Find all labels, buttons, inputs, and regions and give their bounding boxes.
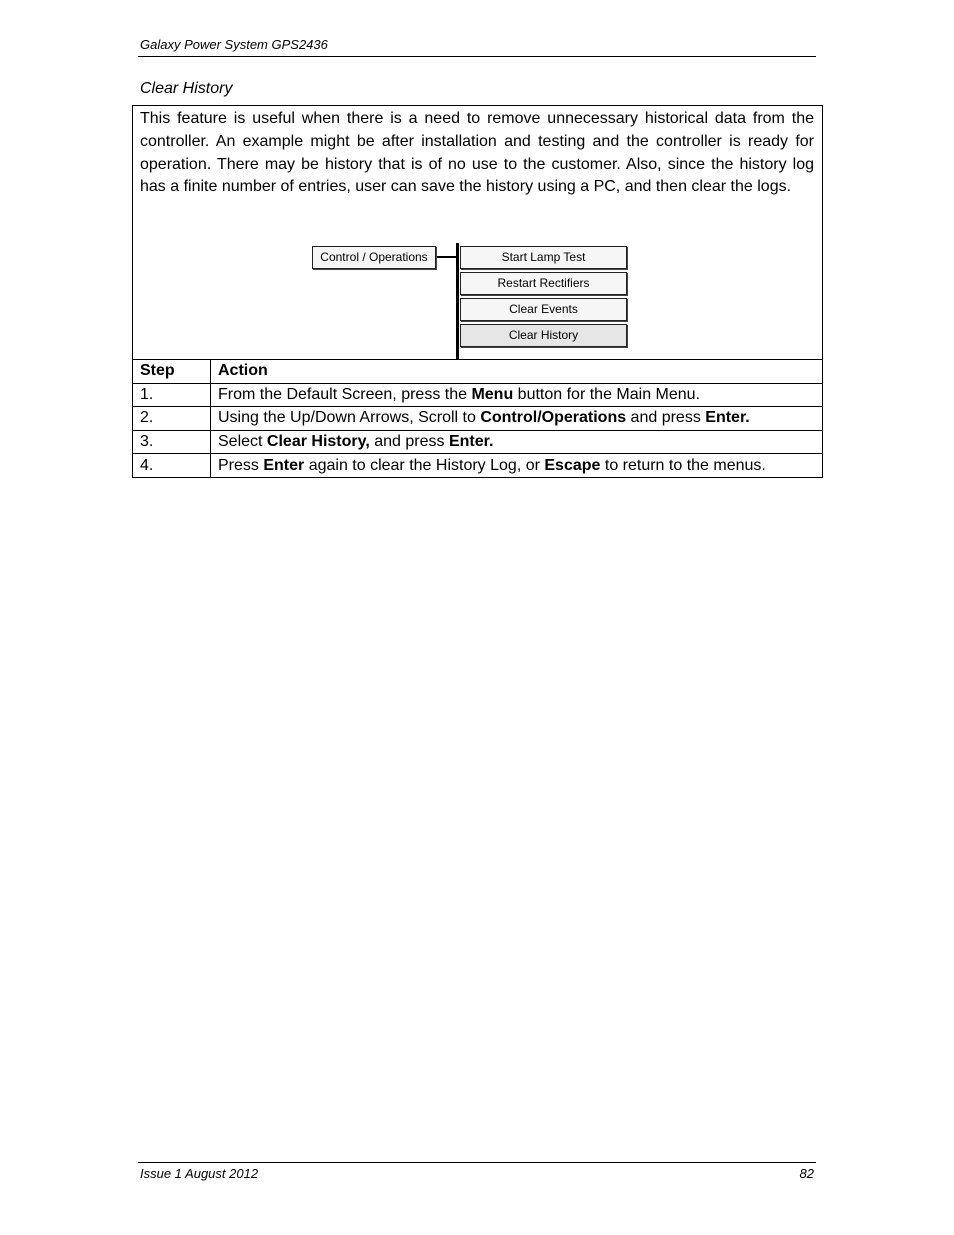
action-text: button for the Main Menu. (513, 385, 701, 403)
menu-box-restart-rectifiers: Restart Rectifiers (460, 272, 627, 295)
header-action: Action (211, 360, 823, 384)
action-text: Select (218, 433, 267, 451)
action-text: and press (369, 433, 449, 451)
menu-box-clear-history: Clear History (460, 324, 627, 347)
action-text: again to clear the History Log, or (304, 456, 545, 474)
table-row (133, 383, 823, 407)
header-step: Step (133, 360, 211, 384)
section-title: Clear History (140, 80, 233, 97)
table-row (133, 430, 823, 454)
table-row (133, 454, 823, 478)
table-row (133, 407, 823, 431)
step-action (211, 454, 823, 478)
action-text: From the Default Screen, press the (218, 385, 472, 403)
table-header-row (133, 360, 823, 384)
page-header-title: Galaxy Power System GPS2436 (140, 37, 328, 52)
menu-box-control-operations: Control / Operations (312, 246, 436, 269)
step-number: 2. (133, 407, 211, 431)
step-action (211, 383, 823, 407)
action-text: to return to the menus. (600, 456, 766, 474)
action-keyword: Enter. (448, 433, 494, 451)
intro-paragraph: This feature is useful when there is a need to remove unnecessary historical data from the controller. An example might be after installation and testing and the controller is ready for operation. There may be history that is of no use to the customer. Also, since the history log has a finite number of entries, user can save the history using a PC, and then clear the logs. (140, 110, 814, 196)
step-action (211, 430, 823, 454)
page-number: 82 (799, 1166, 814, 1181)
action-keyword: Menu (471, 385, 514, 403)
action-keyword: Enter. (705, 409, 750, 427)
footer-divider (138, 1162, 816, 1163)
footer-issue-date: Issue 1 August 2012 (140, 1166, 259, 1181)
step-number: 4. (133, 454, 211, 478)
menu-tree-bar (456, 243, 459, 360)
steps-table (132, 359, 823, 478)
action-keyword: Enter (263, 456, 305, 474)
feature-description-box (132, 105, 823, 360)
action-text: Press (218, 456, 264, 474)
header-divider (138, 56, 816, 57)
action-keyword: Control/Operations (480, 409, 627, 427)
action-keyword: Escape (544, 456, 601, 474)
step-action (211, 407, 823, 431)
menu-box-start-lamp-test: Start Lamp Test (460, 246, 627, 269)
menu-box-clear-events: Clear Events (460, 298, 627, 321)
action-keyword: Clear History, (266, 433, 370, 451)
action-text: Using the Up/Down Arrows, Scroll to (218, 409, 481, 427)
step-number: 1. (133, 383, 211, 407)
menu-connector-line (437, 256, 457, 258)
step-number: 3. (133, 430, 211, 454)
action-text: and press (626, 409, 706, 427)
